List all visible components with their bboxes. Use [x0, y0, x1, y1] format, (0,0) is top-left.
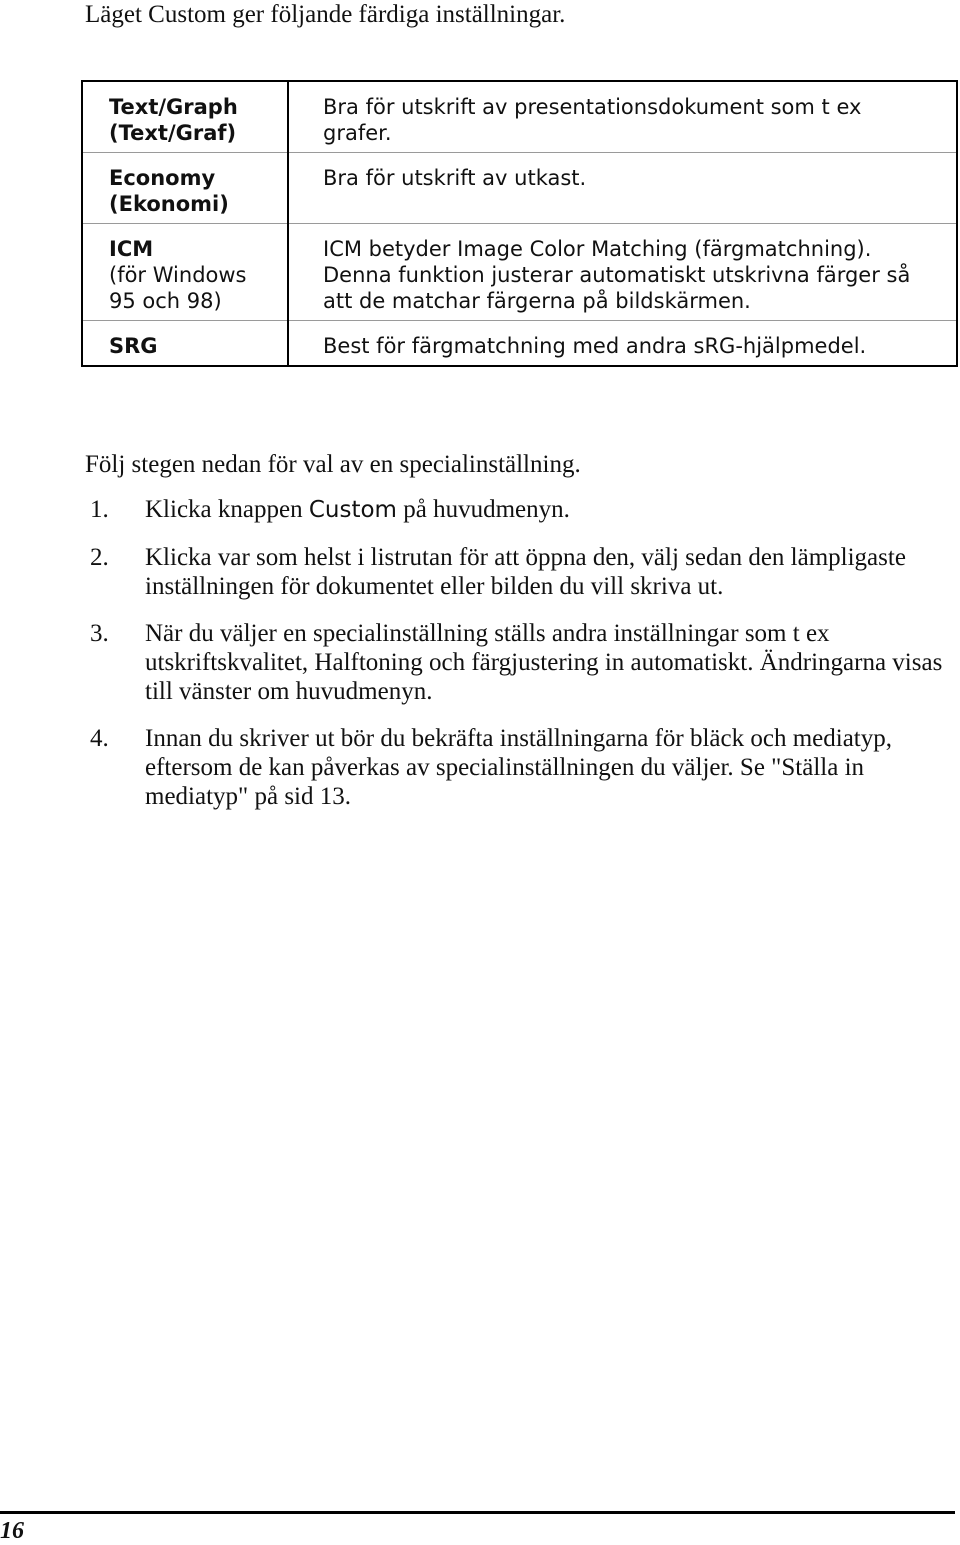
setting-name: SRG [109, 334, 158, 358]
setting-name-translation: (Text/Graf) [109, 121, 237, 145]
instructions-section [85, 450, 955, 829]
steps-list [85, 495, 955, 811]
step-number: 4. [90, 725, 109, 752]
step-text-before: Klicka knappen [145, 496, 309, 523]
setting-name-cell [82, 153, 288, 224]
list-item [85, 619, 955, 706]
table-row [82, 81, 957, 153]
setting-name: Economy [109, 166, 216, 190]
setting-name-cell [82, 224, 288, 321]
intro-text: Läget Custom ger följande färdiga inställningar. [85, 1, 566, 28]
setting-name-translation: (Ekonomi) [109, 192, 229, 216]
table-row [82, 224, 957, 321]
setting-name: Text/Graph [109, 95, 238, 119]
page-number: 16 [0, 1518, 24, 1544]
setting-name-cell [82, 321, 288, 367]
step-text: Innan du skriver ut bör du bekräfta inställningarna för bläck och mediatyp, eftersom de kan påverkas av specialinställningen du väljer. Se "Ställa in mediatyp" på sid 13. [145, 725, 892, 810]
custom-settings-table [81, 80, 958, 367]
table-row [82, 321, 957, 367]
setting-name: ICM [109, 237, 154, 261]
step-number: 1. [90, 496, 109, 523]
setting-description: ICM betyder Image Color Matching (färgmatchning). Denna funktion justerar automatiskt utskrivna färger så att de matchar färgerna på bildskärmen. [288, 224, 957, 321]
setting-description: Bra för utskrift av utkast. [288, 153, 957, 224]
setting-description: Bra för utskrift av presentationsdokument som t ex grafer. [323, 95, 862, 145]
step-text-after: på huvudmenyn. [396, 496, 570, 523]
step-text: När du väljer en specialinställning ställs andra inställningar som t ex utskriftskvalitet, Halftoning och färgjustering in automatiskt. Ändringarna visas till vänster om huvudmenyn. [145, 620, 943, 705]
setting-name-note: (för Windows 95 och 98) [109, 263, 247, 313]
step-text: Klicka var som helst i listrutan för att öppna den, välj sedan den lämpligaste inställningen för dokumentet eller bilden du vill skriva ut. [145, 544, 906, 600]
table-row [82, 153, 957, 224]
setting-description: Best för färgmatchning med andra sRG-hjälpmedel. [288, 321, 957, 367]
custom-button-label: Custom [308, 497, 397, 523]
step-number: 2. [90, 544, 109, 571]
instructions-lead: Följ stegen nedan för val av en specialinställning. [85, 451, 581, 478]
list-item [85, 495, 955, 525]
footer-divider [0, 1511, 955, 1514]
list-item [85, 543, 955, 601]
step-number: 3. [90, 620, 109, 647]
setting-name-cell [82, 81, 288, 153]
list-item [85, 724, 955, 811]
